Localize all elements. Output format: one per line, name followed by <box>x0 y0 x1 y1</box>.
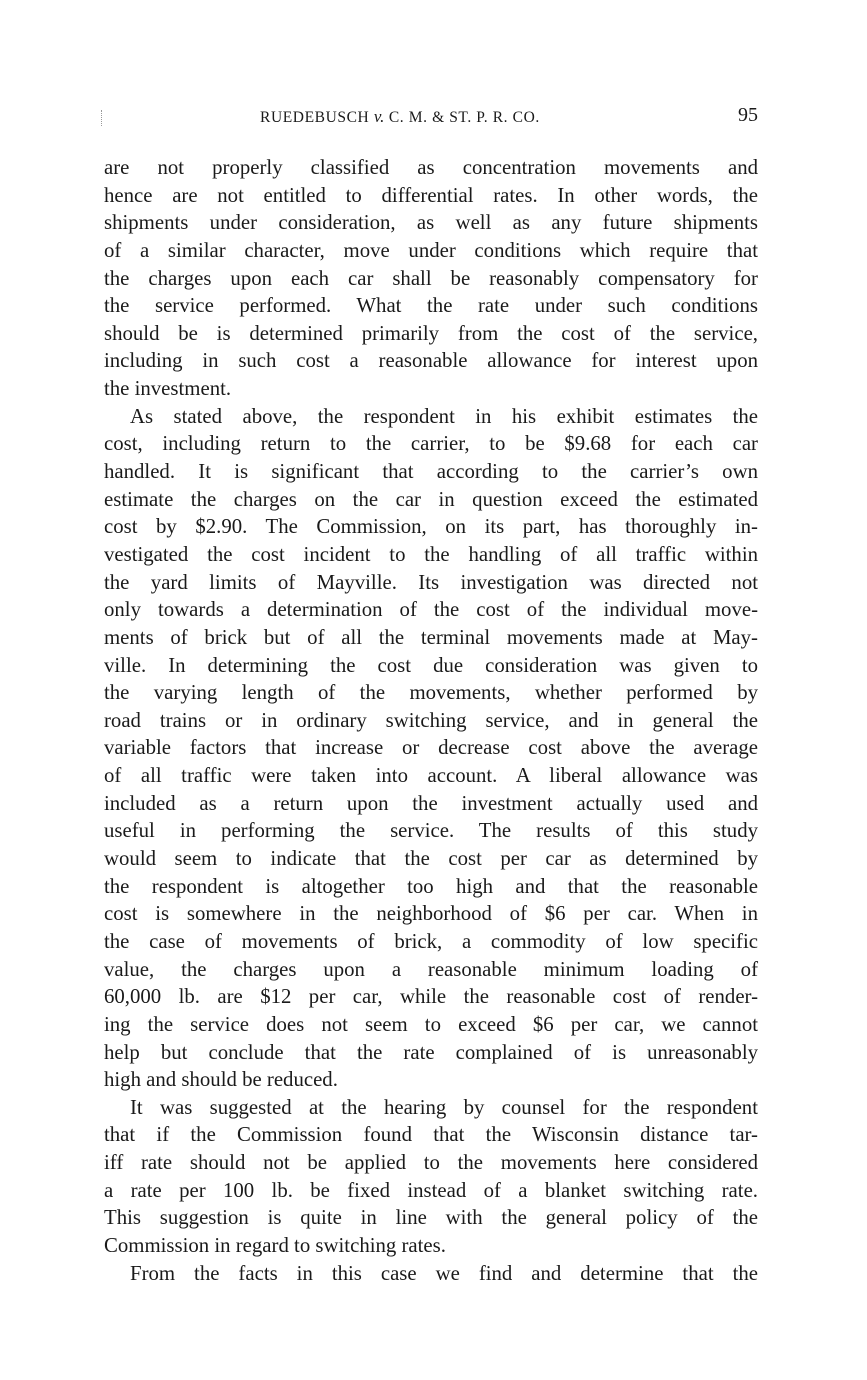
text-line: cost by $2.90. The Commission, on its part, has thoroughly in- <box>104 515 758 539</box>
text-line: the respondent is altogether too high and that the reasonable <box>104 874 758 898</box>
text-line: including in such cost a reasonable allowance for interest upon <box>104 349 758 373</box>
text-line: 60,000 lb. are $12 per car, while the reasonable cost of render- <box>104 985 758 1009</box>
text-line: It was suggested at the hearing by counsel for the respondent <box>130 1095 758 1119</box>
text-line: cost is somewhere in the neighborhood of $6 per car. When in <box>104 902 758 926</box>
text-line: only towards a determination of the cost of the individual move- <box>104 598 758 622</box>
text-line: Commission in regard to switching rates. <box>104 1233 446 1257</box>
text-line: ing the service does not seem to exceed $6 per car, we cannot <box>104 1012 758 1036</box>
page-header <box>104 104 758 130</box>
text-line: ments of brick but of all the terminal movements made at May- <box>104 625 758 649</box>
text-line: the service performed. What the rate under such conditions <box>104 294 758 318</box>
text-line: of all traffic were taken into account. A liberal allowance was <box>104 764 758 788</box>
text-line: are not properly classified as concentration movements and <box>104 156 758 179</box>
text-line: of a similar character, move under conditions which require that <box>104 238 758 262</box>
text-line: value, the charges upon a reasonable minimum loading of <box>104 957 758 981</box>
text-line: a rate per 100 lb. be fixed instead of a blanket switching rate. <box>104 1178 758 1202</box>
text-line: This suggestion is quite in line with the general policy of the <box>104 1206 758 1230</box>
text-line: the yard limits of Mayville. Its investigation was directed not <box>104 570 758 594</box>
page-number: 95 <box>738 104 758 126</box>
text-line: the case of movements of brick, a commodity of low specific <box>104 929 758 953</box>
text-line: that if the Commission found that the Wisconsin distance tar- <box>104 1123 758 1147</box>
text-line: useful in performing the service. The results of this study <box>104 819 758 843</box>
text-line: high and should be reduced. <box>104 1068 338 1092</box>
text-line: road trains or in ordinary switching service, and in general the <box>104 708 758 732</box>
margin-mark <box>101 110 103 126</box>
text-line: ville. In determining the cost due consideration was given to <box>104 653 758 677</box>
text-line: From the facts in this case we find and determine that the <box>130 1261 758 1285</box>
running-head <box>260 107 540 127</box>
running-head-part-b: C. M. & ST. P. R. CO. <box>384 109 540 126</box>
text-line: variable factors that increase or decrease cost above the average <box>104 736 758 760</box>
text-line: would seem to indicate that the cost per car as determined by <box>104 847 758 871</box>
text-line: hence are not entitled to differential rates. In other words, the <box>104 183 758 207</box>
text-line: the investment. <box>104 377 232 401</box>
text-line: vestigated the cost incident to the handling of all traffic within <box>104 542 758 566</box>
text-line: the charges upon each car shall be reasonably compensatory for <box>104 266 758 290</box>
running-head-versus: v. <box>373 107 385 126</box>
text-line: As stated above, the respondent in his exhibit estimates the <box>130 404 758 428</box>
text-line: estimate the charges on the car in question exceed the estimated <box>104 487 758 511</box>
text-line: iff rate should not be applied to the movements here considered <box>104 1151 758 1175</box>
text-line: handled. It is significant that according to the carrier’s own <box>104 460 758 484</box>
text-line: the varying length of the movements, whether performed by <box>104 681 758 705</box>
text-line: should be is determined primarily from the cost of the service, <box>104 321 758 345</box>
running-head-part-a: RUEDEBUSCH <box>260 109 374 126</box>
text-line: shipments under consideration, as well as any future shipments <box>104 211 758 235</box>
text-line: included as a return upon the investment actually used and <box>104 791 758 815</box>
text-line: cost, including return to the carrier, to be $9.68 for each car <box>104 432 758 456</box>
body-text <box>104 154 758 1287</box>
text-line: help but conclude that the rate complained of is unreasonably <box>104 1040 758 1064</box>
